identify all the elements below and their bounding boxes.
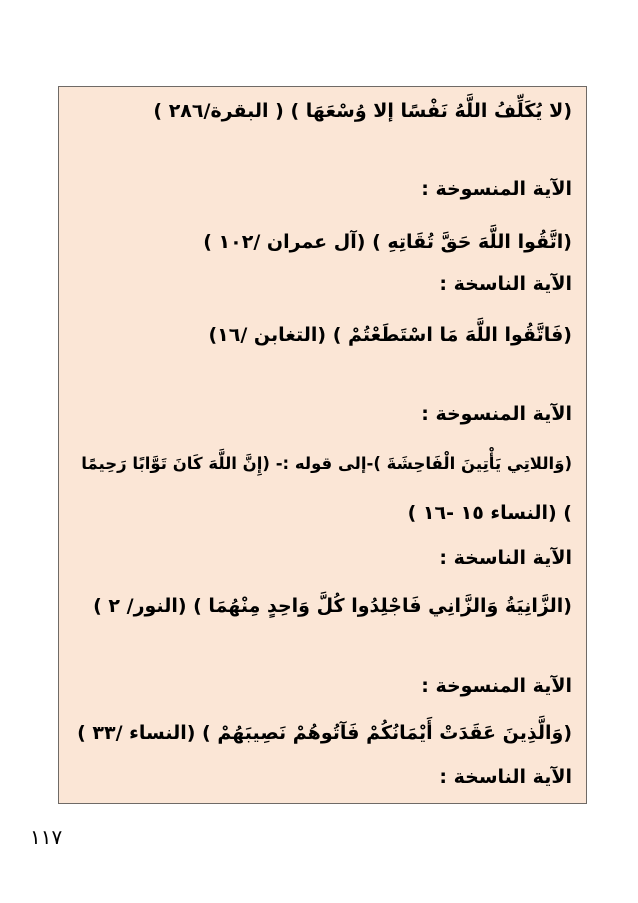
section-heading-abrogating: الآية الناسخة : [439,766,572,788]
section-heading-abrogating: الآية الناسخة : [439,547,572,569]
verse-line: (فَاتَّقُوا اللَّهَ مَا اسْتَطَعْتُمْ ) (التغابن /١٦) [208,324,572,346]
section-heading-abrogating: الآية الناسخة : [439,273,572,295]
verse-line-continuation: ) (النساء ١٥ -١٦ ) [407,502,572,524]
content-panel [58,86,587,804]
section-heading-abrogated: الآية المنسوخة : [421,403,572,425]
section-heading-abrogated: الآية المنسوخة : [421,178,572,200]
verse-line: (وَاللاتِي يَأْتِينَ الْفَاحِشَةَ )-إلى قوله :- (إِنَّ اللَّهَ كَانَ تَوَّابًا رَحِيمًا [81,454,572,473]
verse-line: (وَالَّذِينَ عَقَدَتْ أَيْمَانُكُمْ فَآتُوهُمْ نَصِيبَهُمْ ) (النساء /٣٣ ) [77,722,572,744]
verse-line: (لا يُكَلِّفُ اللَّهُ نَفْسًا إلا وُسْعَهَا ) ( البقرة/٢٨٦ ) [153,100,572,122]
verse-line: (الزَّانِيَةُ وَالزَّانِي فَاجْلِدُوا كُلَّ وَاحِدٍ مِنْهُمَا ) (النور/ ٢ ) [93,595,572,617]
verse-line: (اتَّقُوا اللَّهَ حَقَّ تُقَاتِهِ ) (آل عمران /١٠٢ ) [203,231,572,253]
page-number: ١١٧ [30,825,63,849]
section-heading-abrogated: الآية المنسوخة : [421,675,572,697]
